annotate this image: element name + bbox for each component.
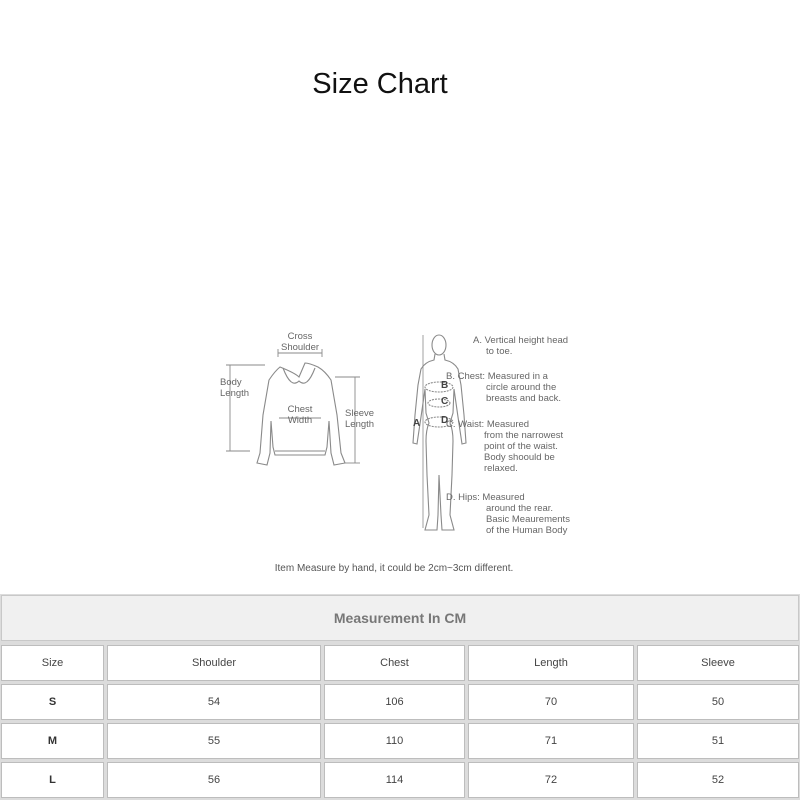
row-l-size: L	[1, 762, 104, 798]
cross-shoulder-label: Cross Shoulder	[280, 331, 320, 353]
sleeve-length-label: Sleeve Length	[345, 408, 375, 430]
row-m-shoulder: 55	[107, 723, 321, 759]
row-s-length: 70	[468, 684, 634, 720]
row-m-size: M	[1, 723, 104, 759]
note-b: B. Chest: Measured in a circle around the breasts and back.	[446, 371, 561, 404]
measurement-note: Item Measure by hand, it could be 2cm~3cm different.	[274, 563, 514, 574]
row-m-chest: 110	[324, 723, 465, 759]
header-sleeve: Sleeve	[637, 645, 799, 681]
row-l-chest: 114	[324, 762, 465, 798]
marker-c: C	[441, 396, 449, 407]
page-title: Size Chart	[312, 68, 448, 100]
table-caption: Measurement In CM	[1, 595, 799, 641]
row-l-shoulder: 56	[107, 762, 321, 798]
note-c: C. Waist: Measured from the narrowest point of the waist. Body shoould be relaxed.	[446, 419, 564, 474]
note-a: A. Vertical height head to toe.	[473, 335, 569, 357]
row-m-length: 71	[468, 723, 634, 759]
row-s-size: S	[1, 684, 104, 720]
marker-d: D	[441, 415, 449, 426]
row-s-shoulder: 54	[107, 684, 321, 720]
row-m-sleeve: 51	[637, 723, 799, 759]
row-l-length: 72	[468, 762, 634, 798]
header-shoulder: Shoulder	[107, 645, 321, 681]
measurement-diagram	[205, 325, 605, 575]
marker-a: A	[413, 418, 421, 429]
note-d: D. Hips: Measured around the rear. Basic Meaurements of the Human Body	[446, 492, 570, 536]
chest-width-label: Chest Width	[287, 404, 313, 426]
row-l-sleeve: 52	[637, 762, 799, 798]
header-length: Length	[468, 645, 634, 681]
row-s-sleeve: 50	[637, 684, 799, 720]
header-size: Size	[1, 645, 104, 681]
size-table	[0, 594, 800, 800]
header-chest: Chest	[324, 645, 465, 681]
row-s-chest: 106	[324, 684, 465, 720]
marker-b: B	[441, 380, 449, 391]
body-length-label: Body Length	[220, 377, 250, 399]
